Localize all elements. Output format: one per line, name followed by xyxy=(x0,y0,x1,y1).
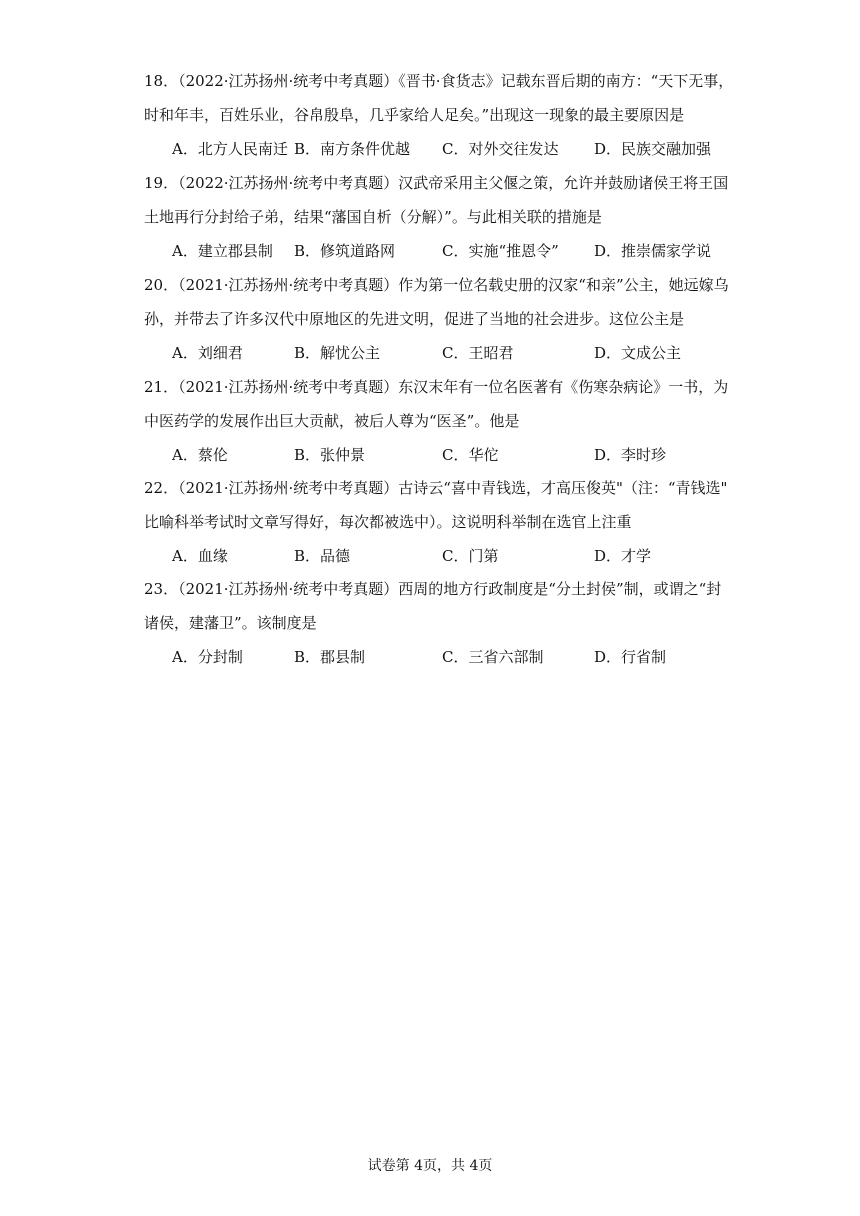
question-stem-line: 土地再行分封给子弟，结果“藩国自析（分解）”。与此相关联的措施是 xyxy=(144,208,602,226)
option-d[interactable]: D．文成公主 xyxy=(594,344,682,362)
option-a[interactable]: A．建立郡县制 xyxy=(172,242,273,260)
options-row xyxy=(144,438,724,472)
options-row xyxy=(144,336,724,370)
question-stem-line: 比喻科举考试时文章写得好，每次都被选中）。这说明科举制在选官上注重 xyxy=(144,513,632,531)
option-a[interactable]: A．分封制 xyxy=(172,648,243,666)
option-b[interactable]: B．郡县制 xyxy=(294,648,366,666)
question-stem-line: 18．（2022·江苏扬州·统考中考真题）《晋书·食货志》记载东晋后期的南方：“天下无事， xyxy=(144,72,734,90)
question-stem-line: 孙，并带去了许多汉代中原地区的先进文明，促进了当地的社会进步。这位公主是 xyxy=(144,310,685,328)
question-stem-line: 时和年丰，百姓乐业，谷帛殷阜，几乎家给人足矣。”出现这一现象的最主要原因是 xyxy=(144,106,685,124)
options-row xyxy=(144,234,724,268)
question-stem-line: 22．（2021·江苏扬州·统考中考真题）古诗云“喜中青钱选，才高压俊英"（注：“青钱选" xyxy=(144,479,728,497)
option-c[interactable]: C．实施“推恩令” xyxy=(442,242,559,260)
options-row xyxy=(144,539,724,573)
option-a[interactable]: A．血缘 xyxy=(172,547,228,565)
option-d[interactable]: D．行省制 xyxy=(594,648,667,666)
option-a[interactable]: A．蔡伦 xyxy=(172,446,228,464)
option-c[interactable]: C．华佗 xyxy=(442,446,499,464)
option-b[interactable]: B．张仲景 xyxy=(294,446,366,464)
question-23 xyxy=(144,572,724,674)
question-stem-line: 20．（2021·江苏扬州·统考中考真题）作为第一位名载史册的汉家“和亲”公主，她远嫁乌 xyxy=(144,276,729,294)
option-d[interactable]: D．李时珍 xyxy=(594,446,667,464)
question-stem-line: 中医药学的发展作出巨大贡献，被后人尊为“医圣”。他是 xyxy=(144,412,520,430)
option-b[interactable]: B．解忧公主 xyxy=(294,344,381,362)
question-stem-line: 21．（2021·江苏扬州·统考中考真题）东汉末年有一位名医著有《伤寒杂病论》一书，为 xyxy=(144,378,729,396)
option-b[interactable]: B．南方条件优越 xyxy=(294,140,411,158)
options-row xyxy=(144,132,724,166)
question-stem-line: 19．（2022·江苏扬州·统考中考真题）汉武帝采用主父偃之策，允许并鼓励诸侯王将王国 xyxy=(144,174,729,192)
option-c[interactable]: C．对外交往发达 xyxy=(442,140,559,158)
option-c[interactable]: C．门第 xyxy=(442,547,499,565)
question-21 xyxy=(144,370,729,472)
option-c[interactable]: C．三省六部制 xyxy=(442,648,544,666)
option-d[interactable]: D．推崇儒家学说 xyxy=(594,242,712,260)
question-22 xyxy=(144,471,728,573)
option-b[interactable]: B．修筑道路网 xyxy=(294,242,396,260)
option-d[interactable]: D．才学 xyxy=(594,547,652,565)
page-footer: 试卷第 4页，共 4页 xyxy=(367,1158,493,1174)
option-c[interactable]: C．王昭君 xyxy=(442,344,514,362)
option-b[interactable]: B．品德 xyxy=(294,547,351,565)
option-a[interactable]: A．北方人民南迁 xyxy=(172,140,288,158)
question-19 xyxy=(144,166,729,268)
options-row xyxy=(144,640,724,674)
option-a[interactable]: A．刘细君 xyxy=(172,344,243,362)
question-stem-line: 23．（2021·江苏扬州·统考中考真题）西周的地方行政制度是“分土封侯”制，或谓之“封 xyxy=(144,580,722,598)
option-d[interactable]: D．民族交融加强 xyxy=(594,140,712,158)
question-18 xyxy=(144,64,734,166)
question-20 xyxy=(144,268,729,370)
question-stem-line: 诸侯，建藩卫”。该制度是 xyxy=(144,614,317,632)
